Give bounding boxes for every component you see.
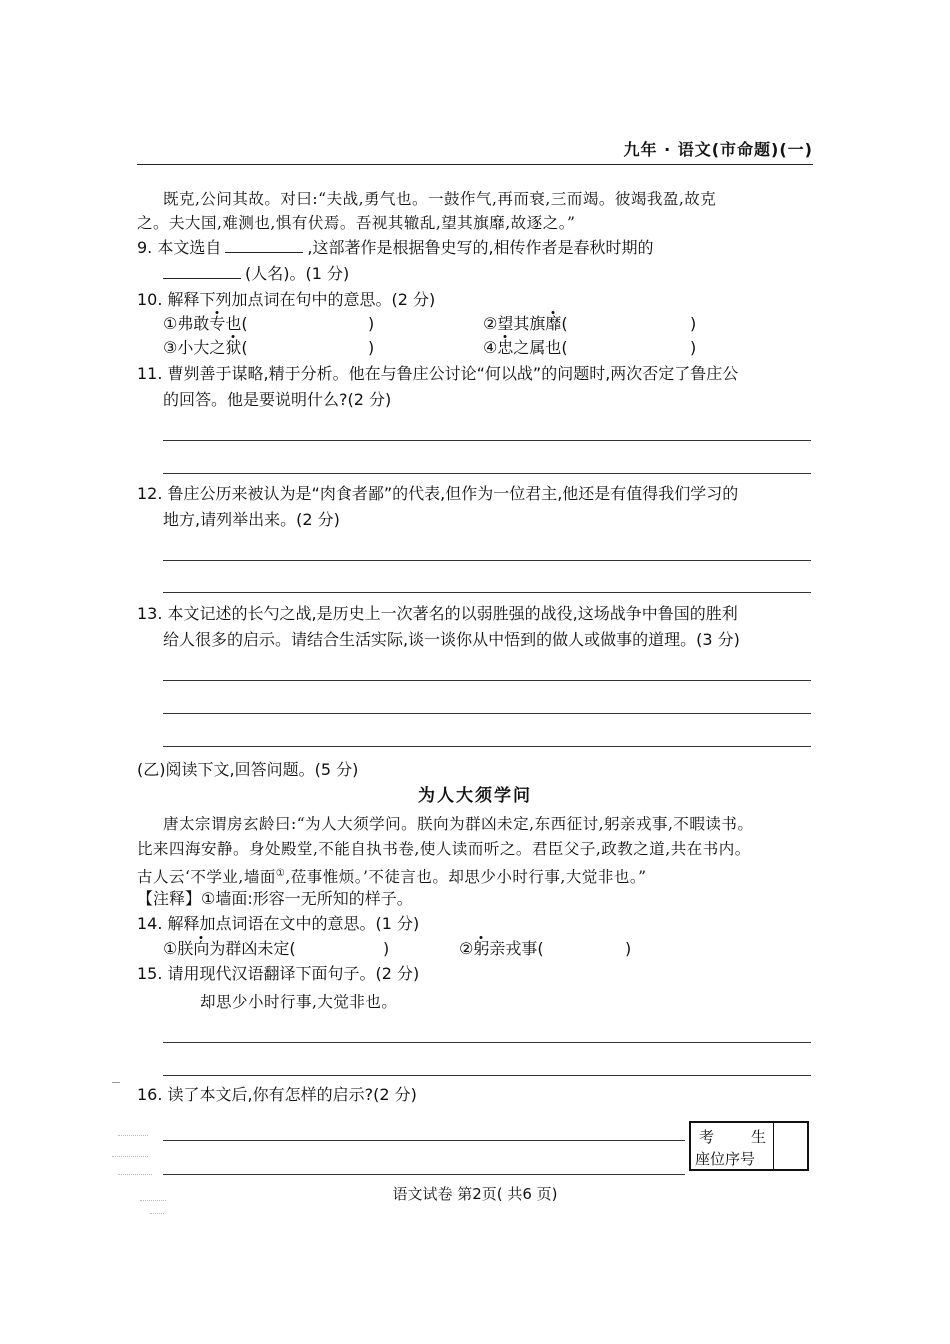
question-11-line-2: 的回答。他是要说明什么?(2 分): [163, 390, 392, 409]
passage-a-line-2: 之。夫大国,难测也,惧有伏焉。吾视其辙乱,望其旗靡,故逐之。”: [137, 214, 576, 232]
q9-text-3: (人名)。(1 分): [245, 264, 350, 283]
q10-item-3-dotted-word: 狱: [225, 338, 242, 357]
footnote-marker: ①: [275, 868, 286, 879]
q16-answer-line-2[interactable]: [163, 1174, 685, 1175]
section-b-title: 为人大须学问: [418, 786, 532, 806]
q10-item-1-pre: 弗敢: [177, 314, 210, 333]
q14-item-2: [459, 937, 544, 961]
q10-item-3-close: ): [368, 338, 375, 357]
q11-answer-line-2[interactable]: [163, 473, 811, 474]
seat-label-sheng: 生: [751, 1128, 767, 1146]
passage-b-line-3a: 古人云‘不学业,墙面: [137, 868, 276, 887]
q9-text-2: ,这部著作是根据鲁史写的,相传作者是春秋时期的: [307, 238, 654, 257]
q14-item-1: [163, 937, 296, 961]
q9-blank-book[interactable]: [225, 238, 303, 253]
question-14-stem: 14. 解释加点词语在文中的意思。(1 分): [137, 914, 420, 933]
scan-smudge-1: [112, 1082, 120, 1083]
seat-number-input[interactable]: [775, 1123, 807, 1169]
q14-item-2-post: 亲戎事(: [489, 939, 544, 958]
section-b-note: 【注释】①墙面:形容一无所知的样子。: [137, 889, 413, 908]
q15-sentence: 却思少小时行事,大觉非也。: [200, 993, 398, 1011]
q10-item-2-pre: 望其旗: [497, 314, 546, 333]
question-9-line-2: [163, 262, 349, 286]
scan-smudge-2: [118, 1135, 148, 1137]
page-footer: 语文试卷 第2页( 共6 页): [392, 1185, 558, 1203]
question-11-line-1: 11. 曹刿善于谋略,精于分析。他在与鲁庄公讨论“何以战”的问题时,两次否定了鲁庄公: [137, 364, 739, 383]
q14-item-1-pre: 朕: [177, 939, 194, 958]
q10-item-1: [163, 312, 248, 336]
q14-item-1-post: 为群凶未定(: [209, 939, 296, 958]
q10-item-2-dotted-word: 靡: [545, 314, 562, 333]
q10-item-3-num: ③: [163, 338, 178, 357]
q10-item-4-post: 之属也(: [513, 338, 568, 357]
q12-answer-line-1[interactable]: [163, 560, 811, 561]
q12-answer-line-2[interactable]: [163, 592, 811, 593]
q15-answer-line-1[interactable]: [163, 1042, 811, 1043]
q14-item-2-num: ②: [459, 939, 474, 958]
q10-item-3-pre: 小大之: [177, 338, 226, 357]
scan-smudge-5: [140, 1200, 166, 1202]
question-10-stem: 10. 解释下列加点词在句中的意思。(2 分): [137, 290, 436, 309]
q14-item-2-dotted-word: 躬: [473, 939, 490, 958]
q10-item-1-post: 也(: [225, 314, 248, 333]
question-13-line-1: 13. 本文记述的长勺之战,是历史上一次著名的以弱胜强的战役,这场战争中鲁国的胜利: [137, 604, 738, 623]
question-12-line-1: 12. 鲁庄公历来被认为是“肉食者鄙”的代表,但作为一位君主,他还是有值得我们学习的: [137, 484, 739, 503]
q16-answer-line-1[interactable]: [163, 1140, 685, 1141]
scan-smudge-6: [150, 1213, 164, 1215]
scan-smudge-4: [118, 1174, 152, 1176]
question-12-line-2: 地方,请列举出来。(2 分): [163, 510, 340, 529]
scan-smudge-3: [112, 1156, 148, 1158]
passage-b-line-2: 比来四海安静。身处殿堂,不能自执书卷,使人读而听之。君臣父子,政教之道,共在书内。: [137, 840, 751, 858]
seat-label-number: 座位序号: [695, 1150, 756, 1168]
passage-a-line-1: 既克,公问其故。对曰:“夫战,勇气也。一鼓作气,再而衰,三而竭。彼竭我盈,故克: [163, 190, 717, 208]
q11-answer-line-1[interactable]: [163, 440, 811, 441]
q10-item-2: [483, 312, 568, 336]
q15-answer-line-2[interactable]: [163, 1075, 811, 1076]
question-16-stem: 16. 读了本文后,你有怎样的启示?(2 分): [137, 1085, 417, 1104]
page-header-title: 九年 · 语文(市命题)(一): [623, 140, 813, 159]
seat-label-kao: 考: [699, 1128, 715, 1146]
q14-item-1-num: ①: [163, 939, 178, 958]
section-b-instruction: (乙)阅读下文,回答问题。(5 分): [137, 760, 359, 779]
q10-item-3-post: (: [241, 338, 248, 357]
q9-text-1: 9. 本文选自: [137, 238, 222, 257]
question-15-stem: 15. 请用现代汉语翻译下面句子。(2 分): [137, 964, 420, 983]
q10-item-1-num: ①: [163, 314, 178, 333]
passage-b-line-3: [137, 862, 647, 889]
q10-item-4: [483, 336, 568, 360]
q10-item-2-num: ②: [483, 314, 498, 333]
q10-item-1-dotted-word: 专: [209, 314, 226, 333]
q10-item-4-dotted-word: 忠: [497, 338, 514, 357]
q10-item-1-close: ): [368, 314, 375, 333]
q10-item-2-close: ): [690, 314, 697, 333]
q10-item-4-close: ): [690, 338, 697, 357]
header-divider: [137, 164, 813, 165]
seat-number-box: [689, 1121, 809, 1171]
q13-answer-line-1[interactable]: [163, 680, 811, 681]
q13-answer-line-2[interactable]: [163, 713, 811, 714]
q14-item-1-dotted-word: 向: [193, 939, 210, 958]
passage-b-line-1: 唐太宗谓房玄龄曰:“为人大须学问。朕向为群凶未定,东西征讨,躬亲戎事,不暇读书。: [163, 815, 754, 833]
q14-item-1-close: ): [383, 939, 390, 958]
q10-item-3: [163, 336, 248, 360]
q10-item-2-post: (: [561, 314, 568, 333]
question-9: [137, 236, 654, 260]
passage-b-line-3b: ,莅事惟烦。’不徒言也。却思少小时行事,大觉非也。”: [285, 868, 647, 887]
q14-item-2-close: ): [625, 939, 632, 958]
seat-number-label: [691, 1123, 774, 1169]
q13-answer-line-3[interactable]: [163, 746, 811, 747]
q9-blank-author[interactable]: [163, 264, 241, 279]
q10-item-4-num: ④: [483, 338, 498, 357]
question-13-line-2: 给人很多的启示。请结合生活实际,谈一谈你从中悟到的做人或做事的道理。(3 分): [163, 630, 740, 649]
